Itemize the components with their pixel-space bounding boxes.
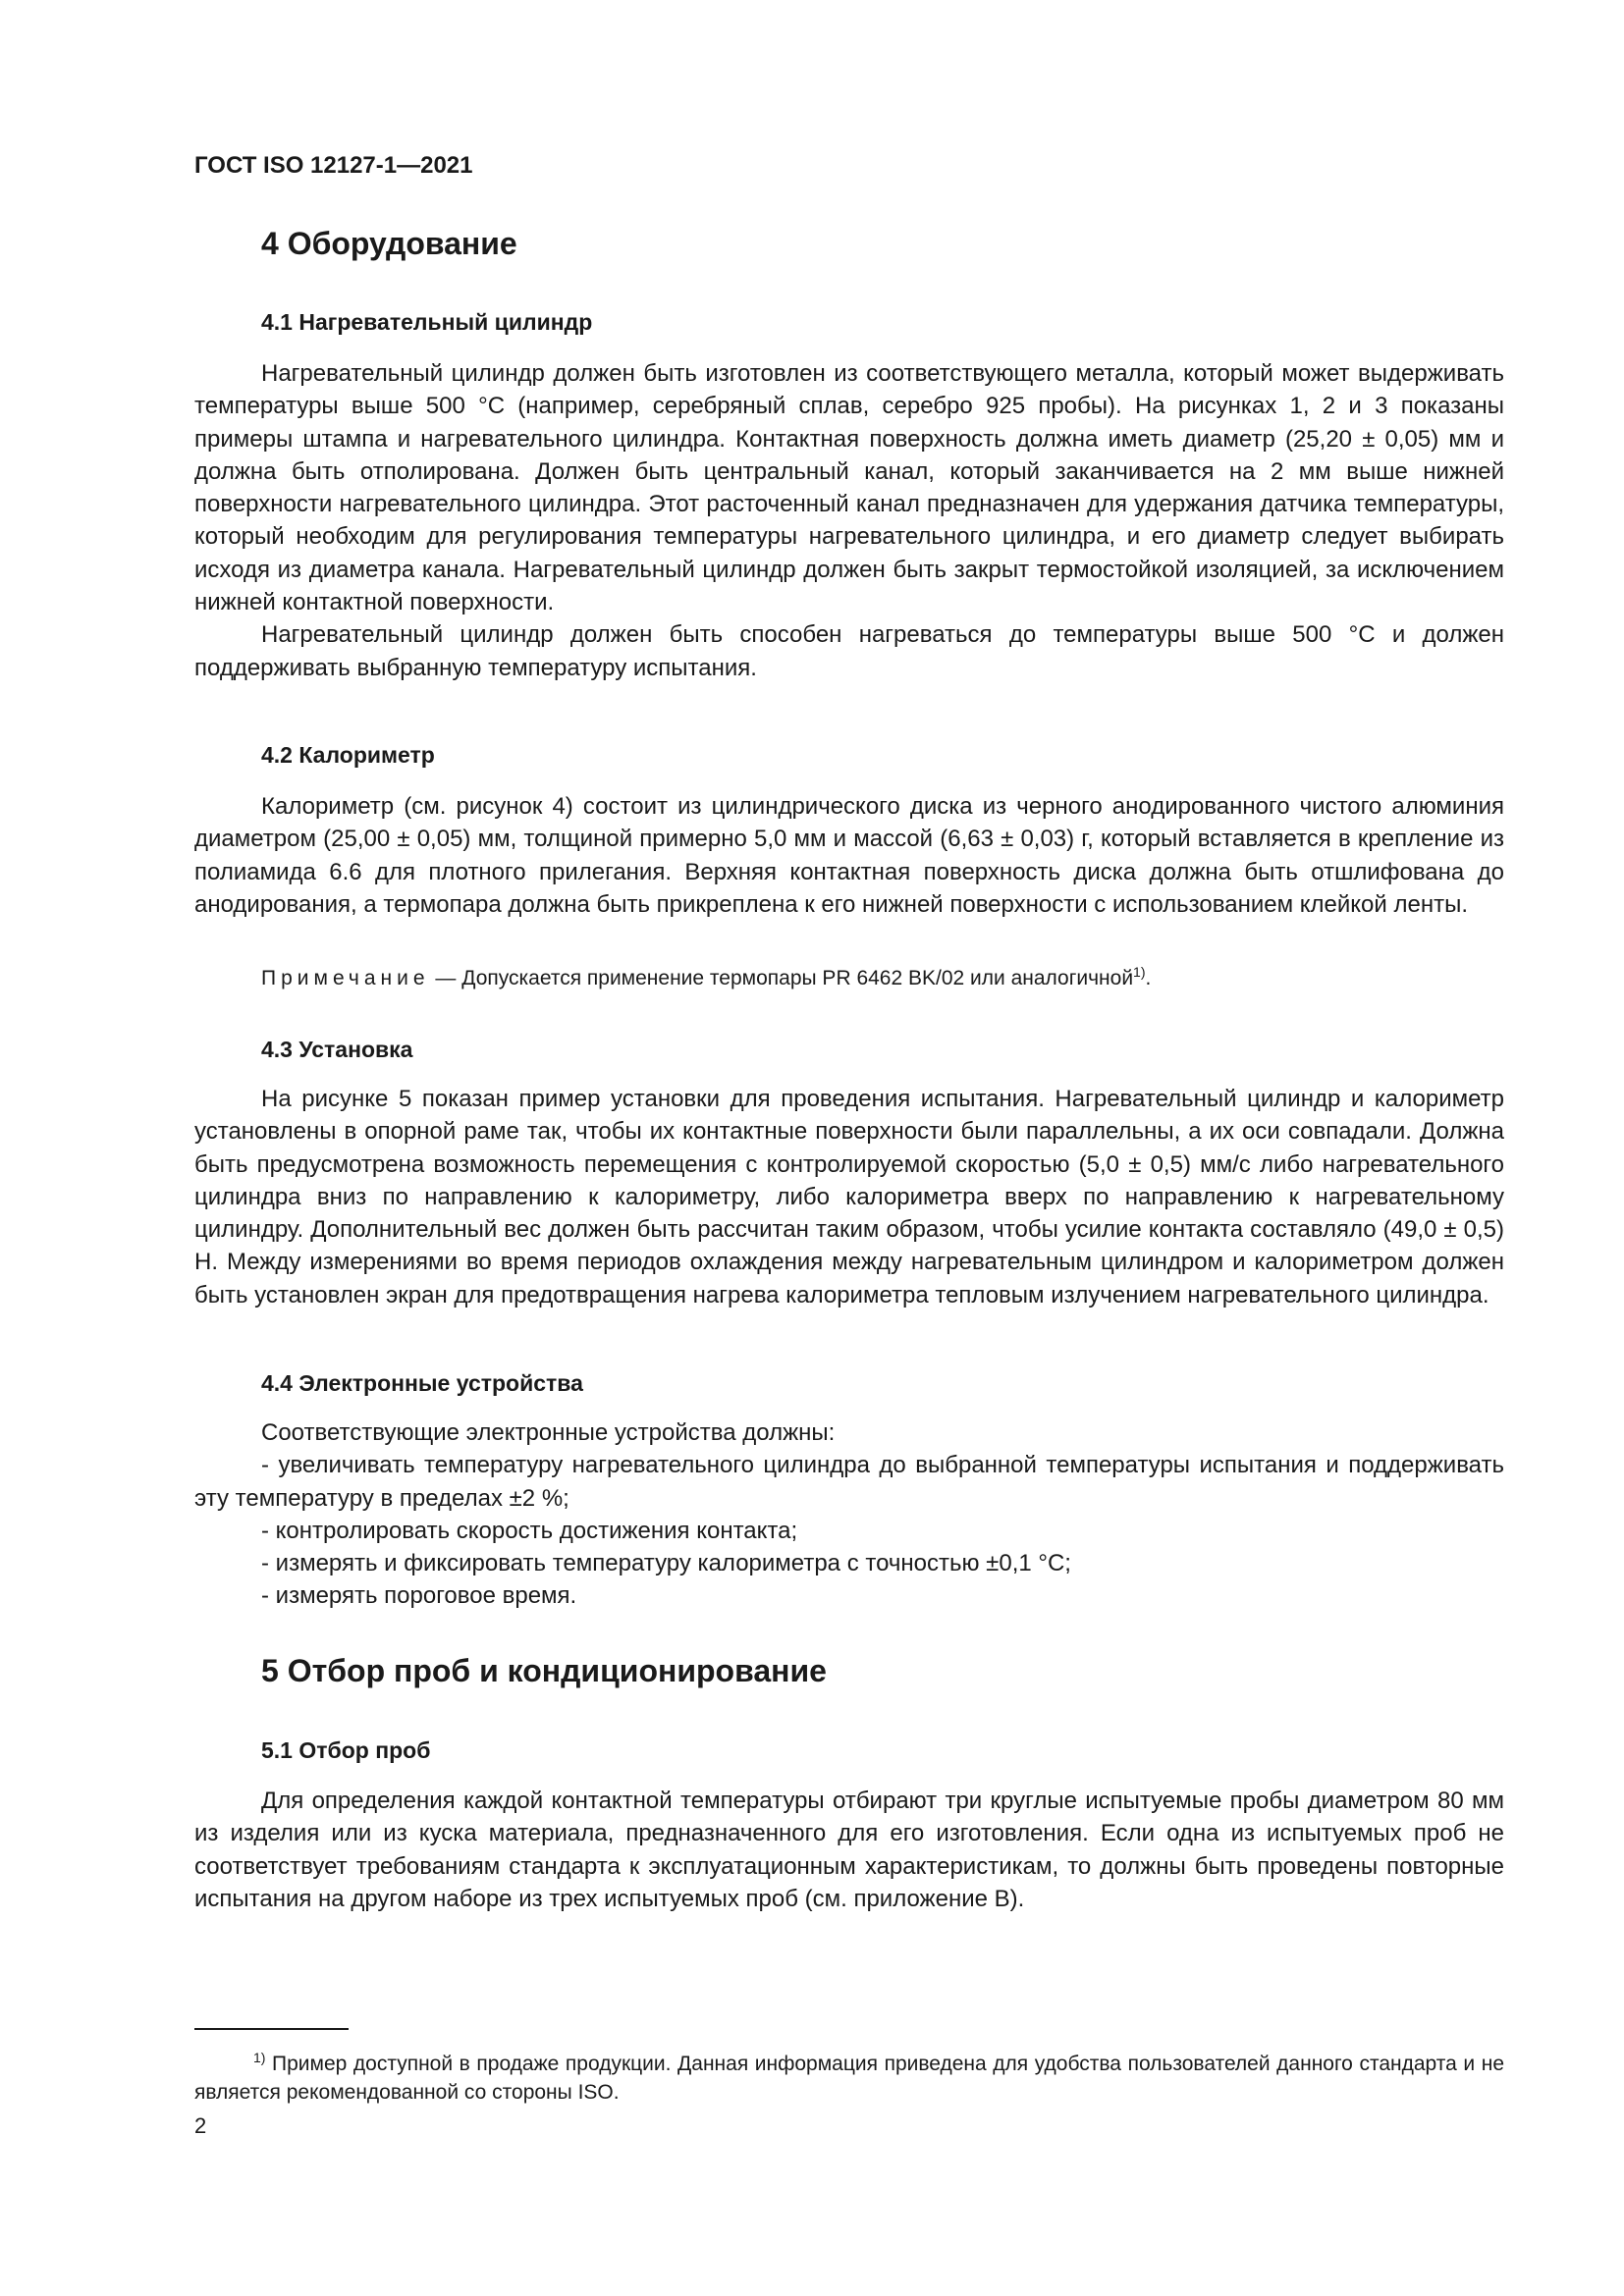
document-header: ГОСТ ISO 12127-1—2021 (194, 152, 473, 179)
list-item: - контролировать скорость достижения контакта; (261, 1517, 798, 1544)
section-5-title: 5 Отбор проб и кондиционирование (261, 1653, 827, 1688)
paragraph: Соответствующие электронные устройства должны: (261, 1419, 836, 1446)
footnote-text: Пример доступной в продаже продукции. Данная информация приведена для удобства пользователей данного стандарта и не является рекомендованной со стороны ISO. (194, 2053, 1504, 2104)
list-item: - измерять пороговое время. (261, 1582, 577, 1610)
paragraph: На рисунке 5 показан пример установки для проведения испытания. Нагревательный цилиндр и калориметр установлены в опорной раме так, чтобы их контактные поверхности были параллельны, а их оси совпадали. Должна быть предусмотрена возможность перемещения с контролируемой скоростью (5,0 ± 0,5) мм/с либо нагревательного цилиндра вниз по направлению к калориметру, либо калориметра вверх по направлению к нагревательному цилиндру. Дополнительный вес должен быть рассчитан таким образом, чтобы усилие контакта составляло (49,0 ± 0,5) Н. Между измерениями во время периодов охлаждения между нагревательным цилиндром и калориметром должен быть установлен экран для предотвращения нагрева калориметра тепловым излучением нагревательного цилиндра. (194, 1086, 1504, 1308)
list-item: - увеличивать температуру нагревательного цилиндра до выбранной температуры испытания и поддерживать эту температуру в пределах ±2 %; (194, 1452, 1504, 1512)
note-label: Примечание (261, 967, 430, 989)
paragraph: Нагревательный цилиндр должен быть способен нагреваться до температуры выше 500 °С и должен поддерживать выбранную температуру испытания. (194, 621, 1504, 681)
list-item: - измерять и фиксировать температуру калориметра с точностью ±0,1 °С; (261, 1550, 1071, 1577)
note-dash: — (429, 967, 462, 989)
section-5-1-body (194, 1785, 1504, 1915)
paragraph: Калориметр (см. рисунок 4) состоит из цилиндрического диска из черного анодированного чистого алюминия диаметром (25,00 ± 0,05) мм, толщиной примерно 5,0 мм и массой (6,63 ± 0,03) г, который вставляется в крепление из полиамида 6.6 для плотного прилегания. Верхняя контактная поверхность диска должна быть отшлифована до анодирования, а термопара должна быть прикреплена к его нижней поверхности с использованием клейкой ленты. (194, 793, 1504, 918)
note (261, 964, 1571, 990)
footnote-number: 1) (253, 2050, 266, 2065)
footnote-separator (194, 2028, 349, 2030)
page-number: 2 (194, 2113, 207, 2138)
section-4-1-body (194, 357, 1504, 684)
section-4-1-title: 4.1 Нагревательный цилиндр (261, 309, 593, 335)
footnote (194, 2050, 1504, 2107)
section-5-1-title: 5.1 Отбор проб (261, 1737, 431, 1763)
section-4-2-title: 4.2 Калориметр (261, 742, 435, 768)
note-text: Допускается применение термопары PR 6462 BK/02 или аналогичной (461, 967, 1134, 989)
paragraph: Для определения каждой контактной температуры отбирают три круглые испытуемые пробы диаметром 80 мм из изделия или из куска материала, предназначенного для его изготовления. Если одна из испытуемых проб не соответствует требованиям стандарта к эксплуатационным характеристикам, то должны быть проведены повторные испытания на другом наборе из трех испытуемых проб (см. приложение В). (194, 1788, 1504, 1912)
section-4-4-title: 4.4 Электронные устройства (261, 1370, 583, 1396)
footnote-ref[interactable]: 1) (1133, 964, 1146, 980)
note-end: . (1145, 967, 1152, 989)
section-4-title: 4 Оборудование (261, 226, 517, 261)
paragraph: Нагревательный цилиндр должен быть изготовлен из соответствующего металла, который может выдерживать температуры выше 500 °С (например, серебряный сплав, серебро 925 пробы). На рисунках 1, 2 и 3 показаны примеры штампа и нагревательного цилиндра. Контактная поверхность должна иметь диаметр (25,20 ± 0,05) мм и должна быть отполирована. Должен быть центральный канал, который заканчивается на 2 мм выше нижней поверхности нагревательного цилиндра. Этот расточенный канал предназначен для удержания датчика температуры, который необходим для регулирования температуры нагревательного цилиндра, и его диаметр следует выбирать исходя из диаметра канала. Нагревательный цилиндр должен быть закрыт термостойкой изоляцией, за исключением нижней контактной поверхности. (194, 360, 1504, 616)
section-4-2-body (194, 790, 1504, 921)
section-4-4-body (194, 1416, 1504, 1613)
section-4-3-body (194, 1083, 1504, 1311)
section-4-3-title: 4.3 Установка (261, 1037, 413, 1062)
